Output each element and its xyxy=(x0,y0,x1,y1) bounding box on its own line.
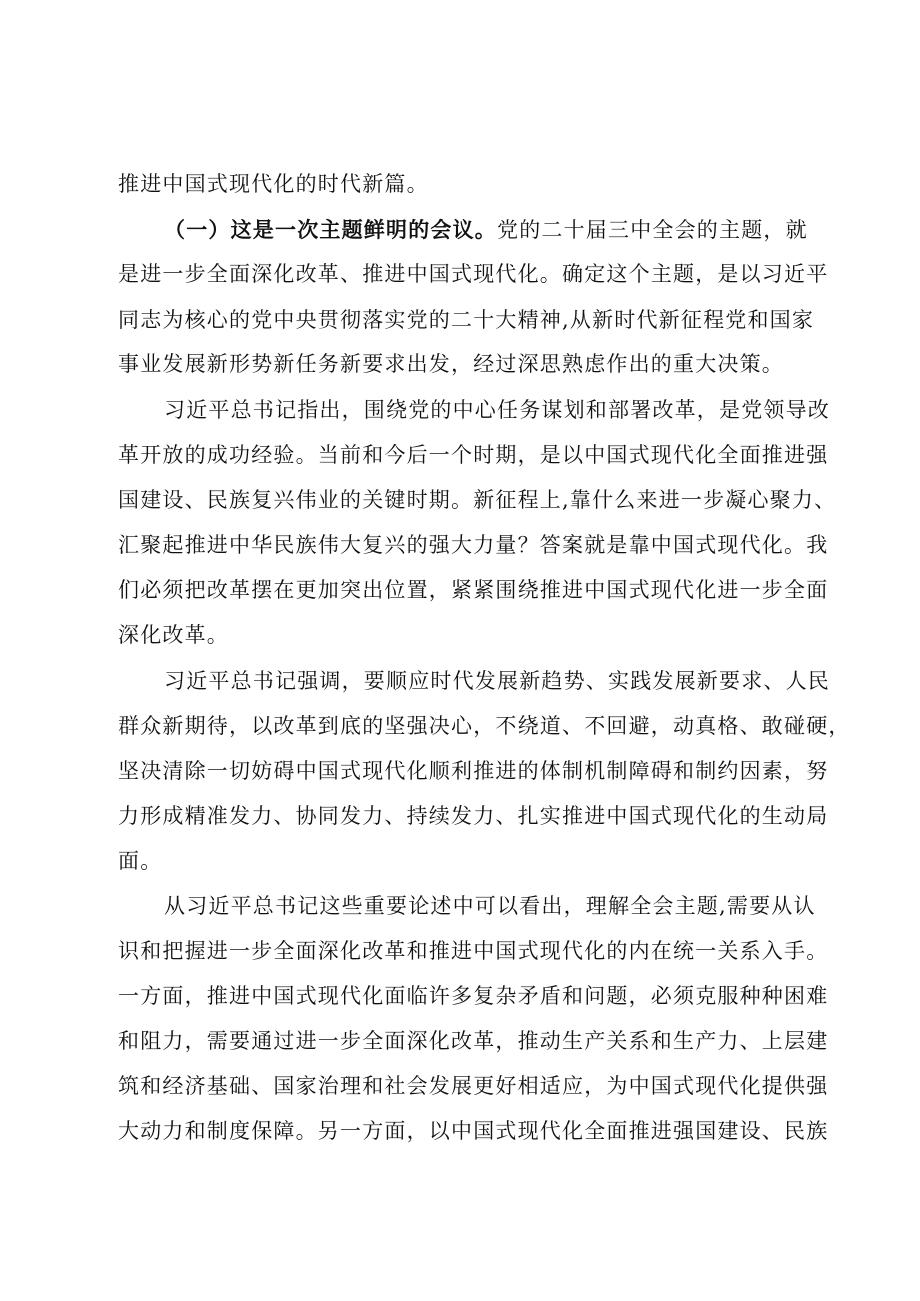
text-line: 事业发展新形势新任务新要求出发，经过深思熟虑作出的重大决策。 xyxy=(118,352,784,376)
text-line: 习近平总书记指出，围绕党的中心任务谋划和部署改革，是党领导改 xyxy=(164,398,830,422)
text-line: 们必须把改革摆在更加突出位置，紧紧围绕推进中国式现代化进一步全面 xyxy=(118,578,829,602)
text-line: 从习近平总书记这些重要论述中可以看出，理解全会主题,需要从认 xyxy=(164,894,816,918)
text-line: 坚决清除一切妨碍中国式现代化顺利推进的体制机制障碍和制约因素，努 xyxy=(118,759,829,783)
text-line: 革开放的成功经验。当前和今后一个时期，是以中国式现代化全面推进强 xyxy=(118,443,829,467)
text-line: 力形成精准发力、协同发力、持续发力、扎实推进中国式现代化的生动局 xyxy=(118,804,829,828)
text-line: 筑和经济基础、国家治理和社会发展更好相适应，为中国式现代化提供强 xyxy=(118,1074,829,1098)
text-line: 一方面，推进中国式现代化面临许多复杂矛盾和问题，必须克服种种困难 xyxy=(118,984,829,1008)
text-run: 党的二十届三中全会的主题，就 xyxy=(497,218,808,242)
text-line: 面。 xyxy=(118,849,163,873)
text-line: 汇聚起推进中华民族伟大复兴的强大力量？答案就是靠中国式现代化。我 xyxy=(118,533,829,557)
text-line: 深化改革。 xyxy=(118,623,229,647)
text-line: 和阻力，需要通过进一步全面深化改革，推动生产关系和生产力、上层建 xyxy=(118,1029,829,1053)
paragraph-heading-line xyxy=(164,219,808,241)
text-line: 识和把握进一步全面深化改革和推进中国式现代化的内在统一关系入手。 xyxy=(118,939,829,963)
text-line: 大动力和制度保障。另一方面，以中国式现代化全面推进强国建设、民族 xyxy=(118,1119,829,1143)
text-line: 群众新期待，以改革到底的坚强决心，不绕道、不回避，动真格、敢碰硬， xyxy=(118,714,851,738)
text-line: 是进一步全面深化改革、推进中国式现代化。确定这个主题，是以习近平 xyxy=(118,262,829,286)
text-line: 国建设、民族复兴伟业的关键时期。新征程上,靠什么来进一步凝心聚力、 xyxy=(118,488,837,512)
text-line: 习近平总书记强调，要顺应时代发展新趋势、实践发展新要求、人民 xyxy=(164,669,830,693)
text-line: 同志为核心的党中央贯彻落实党的二十大精神,从新时代新征程党和国家 xyxy=(118,308,815,332)
section-heading: （一）这是一次主题鲜明的会议。 xyxy=(164,217,497,242)
text-line: 推进中国式现代化的时代新篇。 xyxy=(118,172,429,196)
